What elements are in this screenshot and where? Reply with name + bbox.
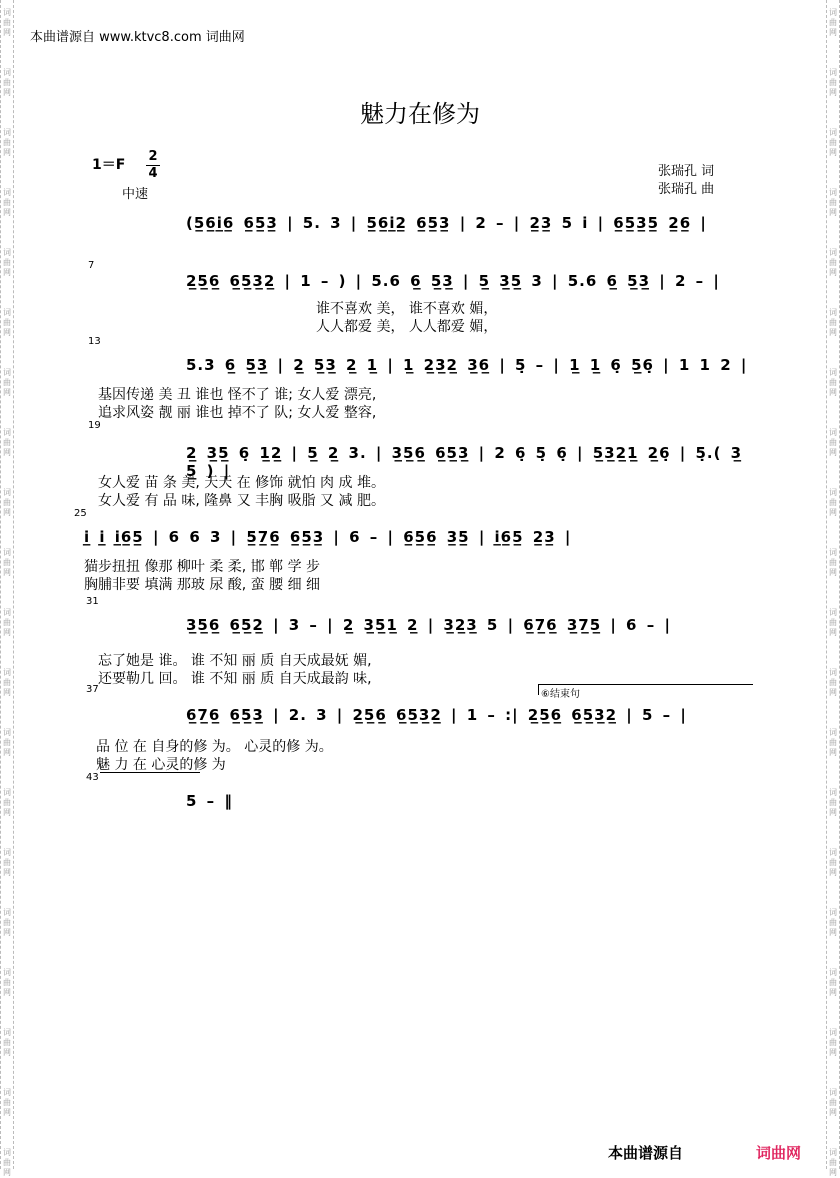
watermark-glyph: 词 曲 网	[829, 488, 837, 517]
footer-site-link[interactable]: 词曲网	[756, 1144, 802, 1162]
notation-line: 2̲ 3̲5̲ 6̣ 1̲2̲ | 5̲ 2̲ 3. | 3̲5̲6̲ 6̲5̲3̲ | 2 6̣ 5̣ 6̣ | 5̲3̲2̲1̲ 2̲6̣ | 5̣.( 3̲ 5̲ ) |	[186, 444, 743, 480]
watermark-glyph: 词 曲 网	[3, 848, 11, 877]
song-title: 魅力在修为	[360, 100, 480, 128]
watermark-glyph: 词 曲 网	[3, 1028, 11, 1057]
watermark-glyph: 词 曲 网	[3, 428, 11, 457]
watermark-glyph: 词 曲 网	[3, 8, 11, 37]
watermark-glyph: 词 曲 网	[3, 488, 11, 517]
notation-line: 6̲7̲6̲ 6̲5̲3̲ | 2. 3 | 2̲5̲6̲ 6̲5̲3̲2̲ | 1 – :| 2̲5̲6̲ 6̲5̲3̲2̲ | 5 – |	[186, 706, 687, 724]
tempo-marking: 中速	[122, 187, 149, 202]
watermark-glyph: 词 曲 网	[3, 548, 11, 577]
score-system	[88, 420, 750, 512]
header-source: 本曲谱源自 www.ktvc8.com 词曲网	[30, 30, 245, 45]
lyric-line-1: 女人爱 苗 条 美, 天天 在 修饰 就怕 肉 成 堆。	[98, 475, 385, 491]
watermark-glyph: 词 曲 网	[829, 1148, 837, 1177]
lyric-line-1: 品 位 在 自身的修 为。 心灵的修 为。	[96, 739, 333, 755]
score-system	[88, 336, 750, 424]
score-system	[86, 684, 750, 776]
watermark-glyph: 词 曲 网	[3, 368, 11, 397]
bar-number: 43	[86, 772, 99, 783]
lyric-line-2: 人人都爱 美， 人人都爱 媚，	[316, 319, 498, 335]
footer-source: 本曲谱源自	[608, 1144, 684, 1162]
bar-number: 37	[86, 684, 99, 695]
watermark-glyph: 词 曲 网	[3, 1148, 11, 1177]
watermark-glyph: 词 曲 网	[3, 1088, 11, 1117]
watermark-glyph: 词 曲 网	[3, 968, 11, 997]
watermark-glyph: 词 曲 网	[3, 248, 11, 277]
watermark-glyph: 词 曲 网	[3, 668, 11, 697]
score-system	[88, 260, 750, 340]
bar-number: 25	[74, 508, 87, 519]
watermark-glyph: 词 曲 网	[829, 728, 837, 757]
notation-line: 5.3 6̲ 5̲3̲ | 2̲ 5̲3̲ 2̲ 1̲ | 1̲ 2̲3̲2̲ 3̲6̲ | 5̣ – | 1̲ 1̲ 6̣ 5̲6̣ | 1 1 2 |	[186, 356, 748, 374]
watermark-glyph: 词 曲 网	[829, 668, 837, 697]
watermark-glyph: 词 曲 网	[829, 248, 837, 277]
watermark-glyph: 词 曲 网	[3, 188, 11, 217]
watermark-glyph: 词 曲 网	[829, 368, 837, 397]
watermark-glyph: 词 曲 网	[3, 788, 11, 817]
watermark-glyph: 词 曲 网	[829, 908, 837, 937]
watermark-glyph: 词 曲 网	[829, 68, 837, 97]
watermark-glyph: 词 曲 网	[829, 1088, 837, 1117]
watermark-glyph: 词 曲 网	[829, 968, 837, 997]
lyric-line-2: 追求风姿 靓 丽 谁也 掉不了 队; 女人爱 整容,	[98, 405, 377, 421]
watermark-glyph: 词 曲 网	[829, 548, 837, 577]
watermark-glyph: 词 曲 网	[3, 68, 11, 97]
watermark-glyph: 词 曲 网	[3, 908, 11, 937]
watermark-glyph: 词 曲 网	[3, 728, 11, 757]
watermark-glyph: 词 曲 网	[3, 128, 11, 157]
watermark-glyph: 词 曲 网	[829, 128, 837, 157]
watermark-glyph: 词 曲 网	[829, 308, 837, 337]
watermark-glyph: 词 曲 网	[829, 8, 837, 37]
watermark-glyph: 词 曲 网	[829, 1028, 837, 1057]
bar-number: 7	[88, 260, 95, 271]
lyric-line-1: 忘了她是 谁。 谁 不知 丽 质 自天成最妩 媚,	[98, 653, 372, 669]
lyric-line-2: 女人爱 有 品 味, 隆鼻 又 丰胸 吸脂 又 减 肥。	[98, 493, 385, 509]
lyric-line-1: 谁不喜欢 美， 谁不喜欢 媚，	[316, 301, 498, 317]
lyric-line-1: 基因传递 美 丑 谁也 怪不了 谁; 女人爱 漂亮,	[98, 387, 377, 403]
time-signature	[146, 150, 160, 181]
time-sig-bottom: 4	[148, 166, 158, 181]
key-signature: 1＝F	[92, 157, 126, 173]
lyric-line-2: 魅 力 在 心灵的修 为	[96, 757, 226, 773]
lyricist-credit: 张瑞孔 词	[658, 164, 715, 179]
notation-line: i̲ i̲ i̲6̲5̲ | 6 6 3 | 5̲7̲6̲ 6̲5̲3̲ | 6 – | 6̲5̲6̲ 3̲5̲ | i̲6̲5̲ 2̲3̲ |	[84, 528, 572, 546]
watermark-glyph: 词 曲 网	[829, 848, 837, 877]
watermark-glyph: 词 曲 网	[829, 428, 837, 457]
score-system	[86, 596, 750, 688]
score-system	[86, 772, 750, 830]
notation-line: 3̲5̲6̲ 6̲5̲2̲ | 3 – | 2̲ 3̲5̲1̲ 2̲ | 3̲2̲3̲ 5 | 6̲7̲6̲ 3̲7̲5̲ | 6 – |	[186, 616, 671, 634]
lyric-line-2: 胸脯非要 填满 那玻 尿 酸, 蛮 腰 细 细	[84, 577, 321, 593]
lyric-line-2: 还要勒几 回。 谁 不知 丽 质 自天成最韵 味,	[98, 671, 372, 687]
notation-line: 2̲5̲6̲ 6̲5̲3̲2̲ | 1 – ) | 5.6 6̲ 5̲3̲ | 5̲ 3̲5̲ 3 | 5.6 6̲ 5̲3̲ | 2 – |	[186, 272, 720, 290]
watermark-glyph: 词 曲 网	[829, 608, 837, 637]
lyric-line-1: 猫步扭扭 像那 柳叶 柔 柔, 邯 郸 学 步	[84, 559, 321, 575]
bar-number: 13	[88, 336, 101, 347]
score-system	[90, 210, 750, 250]
watermark-glyph: 词 曲 网	[829, 788, 837, 817]
time-sig-top: 2	[148, 149, 158, 164]
watermark-glyph: 词 曲 网	[3, 608, 11, 637]
notation-line: (5̲6̲i̲6̲ 6̲5̲3̲ | 5. 3 | 5̲6̲i̲2̲ 6̲5̲3̲ | 2 – | 2̲3̲ 5 i | 6̲5̲3̲5̲ 2̲6̲ |	[186, 214, 707, 232]
composer-credit: 张瑞孔 曲	[658, 182, 715, 197]
watermark-glyph: 词 曲 网	[829, 188, 837, 217]
watermark-glyph: 词 曲 网	[3, 308, 11, 337]
score-system	[74, 508, 750, 600]
bar-number: 31	[86, 596, 99, 607]
bar-number: 19	[88, 420, 101, 431]
volta-bracket: ⑥结束句	[538, 684, 753, 695]
notation-line: 5 – ‖	[186, 792, 233, 810]
